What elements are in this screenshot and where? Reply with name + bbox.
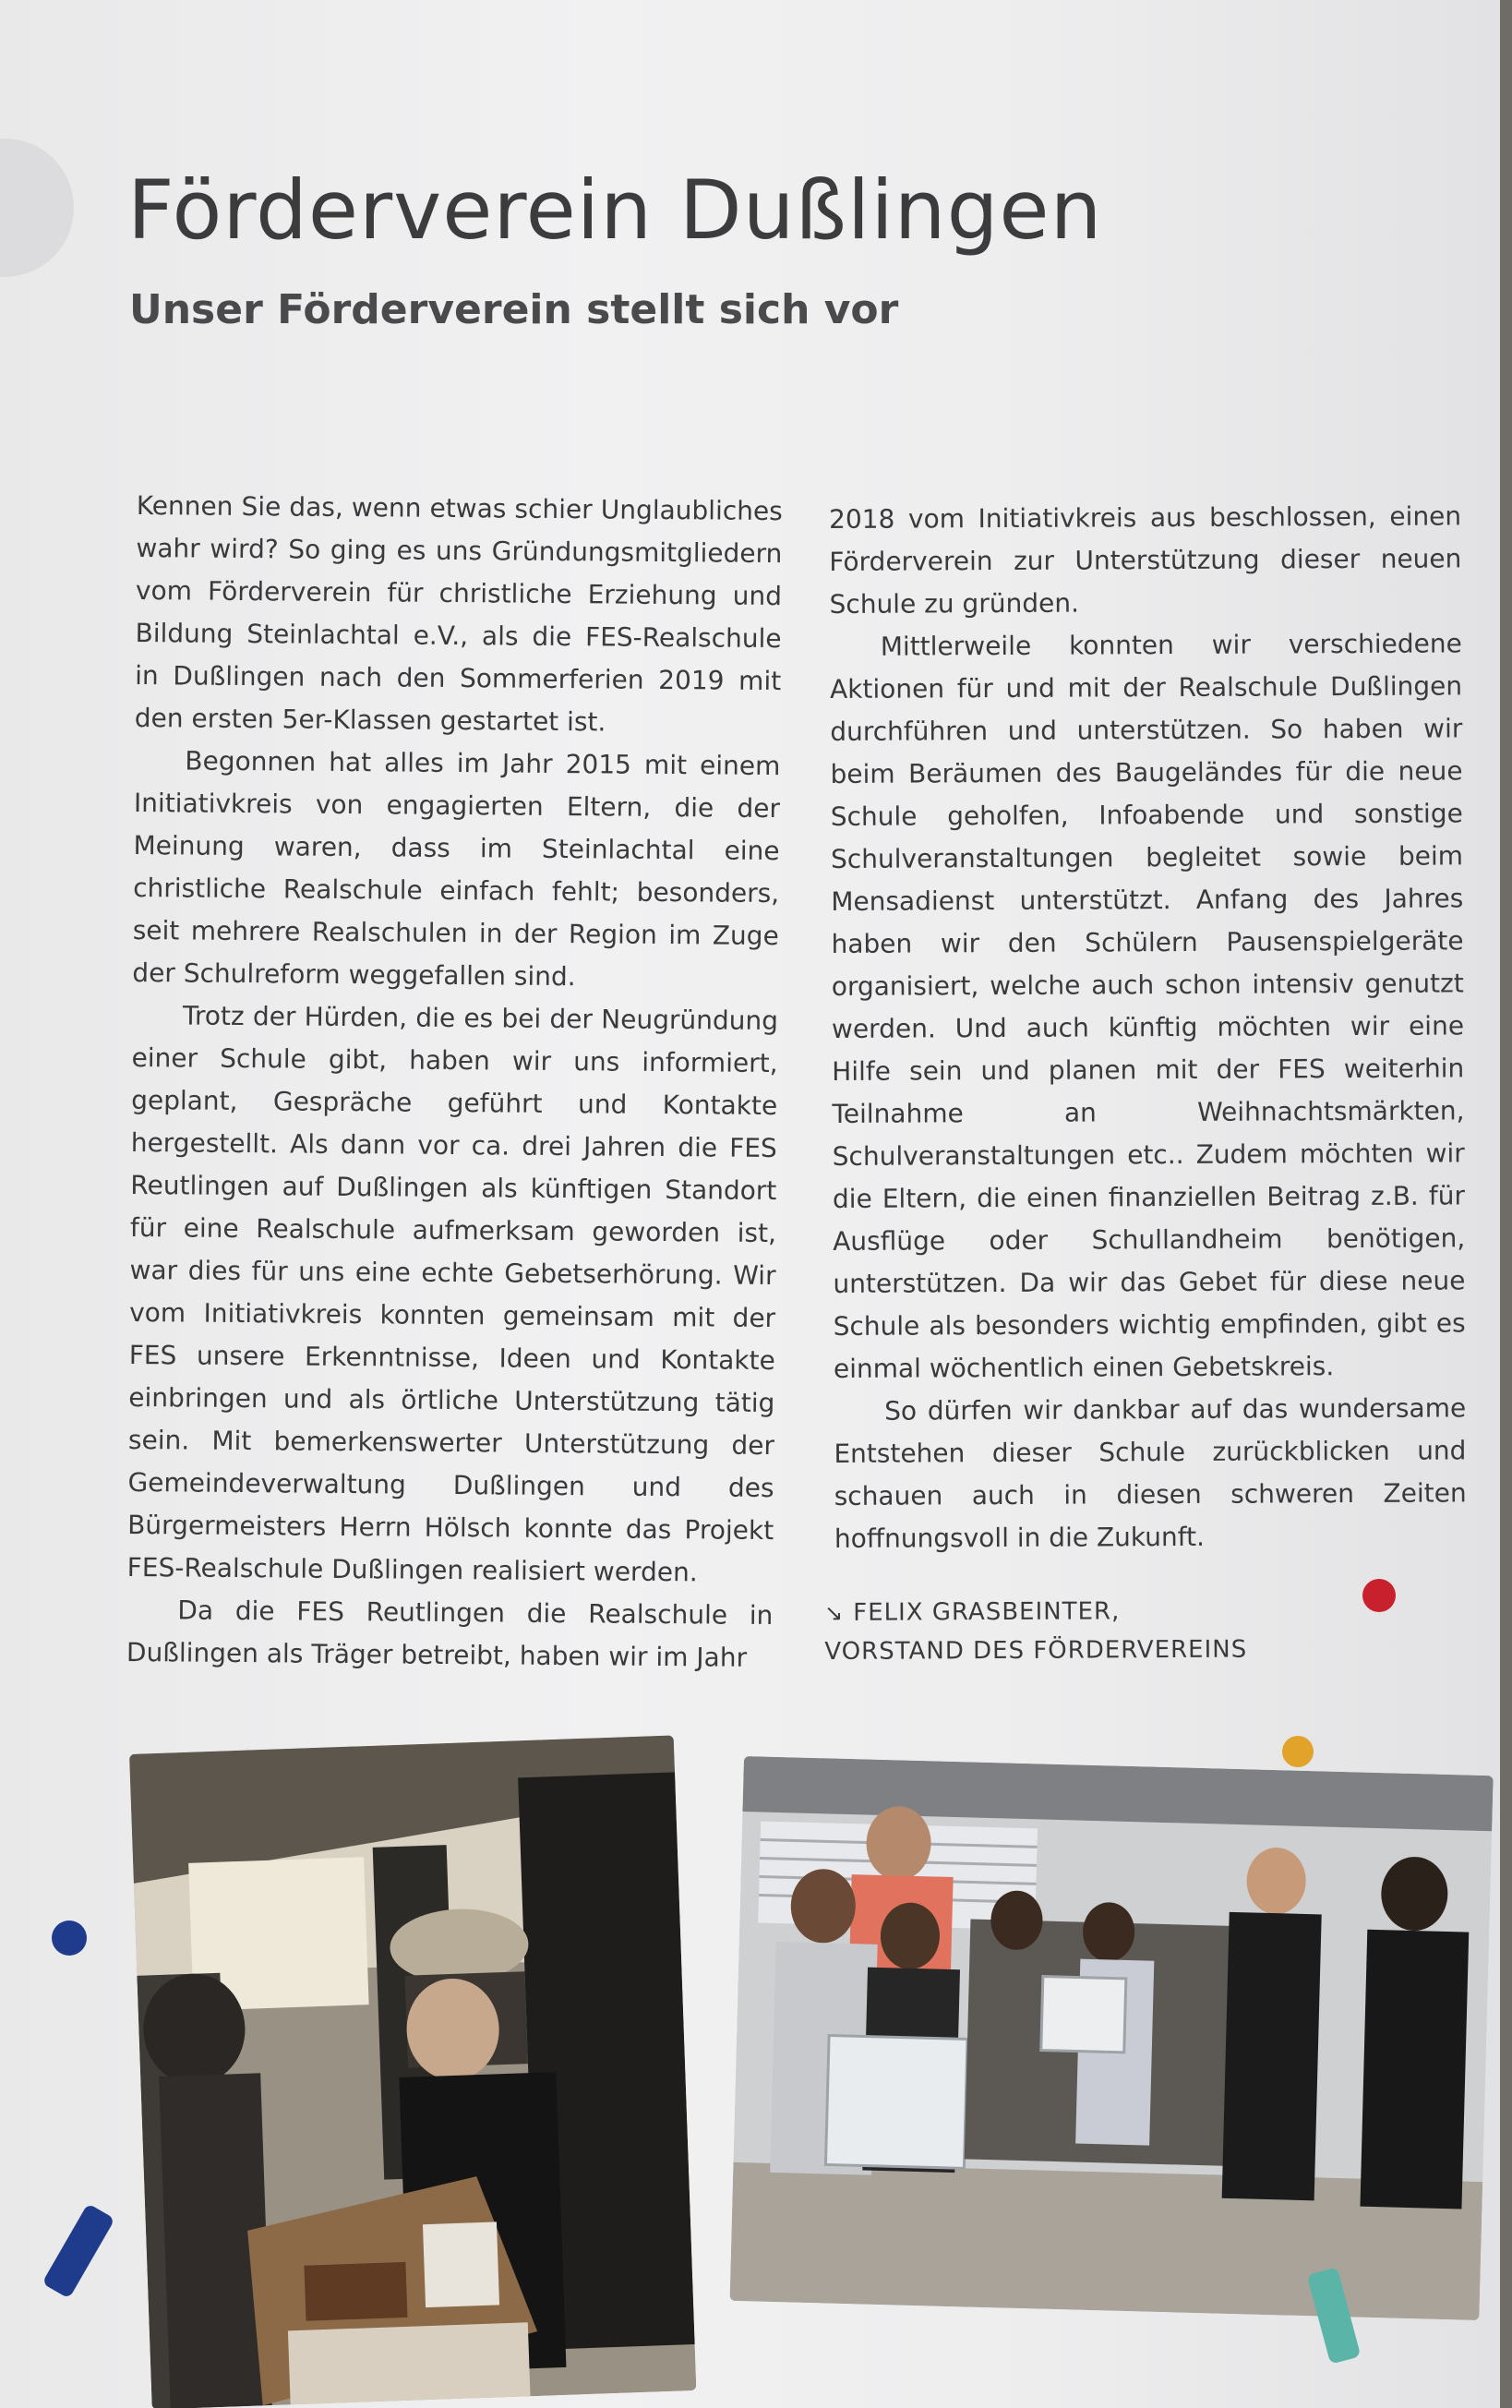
author-name: FELIX GRASBEINTER, bbox=[853, 1597, 1121, 1627]
paragraph: Da die FES Reutlingen die Realschule in Dußlingen als Träger betreibt, haben wir im Jahr bbox=[126, 1595, 774, 1673]
text-column-right bbox=[829, 495, 1467, 1560]
decor-blue-dot bbox=[52, 1920, 87, 1956]
paragraph: Trotz der Hürden, die es bei der Neugründung einer Schule gibt, haben wir uns informiert, geplant, Gespräche geführt und Kontakte hergestellt. Als dann vor ca. drei Jahren die FES Reutlingen auf Dußlingen als künftigen Standort für eine Realschule aufmerksam geworden ist, war dies für uns eine echte Gebetserhörung. Wir vom Initiativkreis konnten gemeinsam mit der FES unsere Erkenntnisse, Ideen und Kontakte einbringen und als örtliche Unterstützung tätig sein. Mit bemerkenswerter Unterstützung der Gemeindeverwaltung Dußlingen und des Bürgermeisters Herrn Hölsch konnte das Projekt FES-Realschule Dußlingen realisiert werden. bbox=[126, 1000, 779, 1588]
paragraph: 2018 vom Initiativkreis aus beschlossen, einen Förderverein zur Unterstützung dieser neuen Schule zu gründen. bbox=[829, 500, 1462, 620]
photo-buffet-stand bbox=[129, 1735, 696, 2408]
paragraph: Mittlerweile konnten wir verschiedene Aktionen für und mit der Realschule Dußlingen durchführen und unterstützen. So haben wir beim Beräumen des Baugeländes für die neue Schule geholfen, Infoabende und sonstige Schulveranstaltungen begleitet sowie beim Mensadienst unterstützt. Anfang des Jahres haben wir den Schülern Pausenspielgeräte organisiert, welche auch schon intensiv genutzt werden. Und auch künftig möchten wir eine Hilfe sein und planen mit der FES weiterhin Teilnahme an Weihnachtsmärkten, Schulveranstaltungen etc.. Zudem möchten wir die Eltern, die einen finanziellen Beitrag z.B. für Ausflüge oder Schullandheim benötigen, unterstützen. Da wir das Gebet für diese neue Schule als besonders wichtig empfinden, gibt es einmal wöchentlich einen Gebetskreis. bbox=[829, 628, 1466, 1384]
article-subtitle: Unser Förderverein stellt sich vor bbox=[129, 286, 899, 333]
article-title: Förderverein Dußlingen bbox=[127, 163, 1103, 258]
paragraph: Begonnen hat alles im Jahr 2015 mit einem Initiativkreis von engagierten Eltern, die der Meinung waren, dass im Steinlachtal eine christliche Realschule einfach fehlt; besonders, seit mehrere Realschulen in der Region im Zuge der Schulreform weggefallen sind. bbox=[132, 745, 781, 993]
arrow-icon: ↘ bbox=[824, 1599, 845, 1626]
paragraph: So dürfen wir dankbar auf das wundersame Entstehen dieser Schule zurückblicken und schauen auch in diesen schweren Zeiten hoffnungsvoll in die Zukunft. bbox=[834, 1392, 1467, 1554]
author-role: VORSTAND DES FÖRDERVEREINS bbox=[824, 1635, 1248, 1666]
photo-school-group bbox=[730, 1756, 1494, 2320]
decor-yellow-dot bbox=[1282, 1736, 1314, 1767]
author-signature bbox=[824, 1591, 1397, 1671]
decor-red-dot bbox=[1362, 1579, 1396, 1612]
bleed-through-circle bbox=[0, 138, 74, 277]
text-column-left bbox=[126, 485, 783, 1680]
decor-blue-bar bbox=[42, 2203, 114, 2299]
paragraph: Kennen Sie das, wenn etwas schier Unglaubliches wahr wird? So ging es uns Gründungsmitgliedern vom Förderverein für christliche Erziehung und Bildung Steinlachtal e.V., als die FES-Realschule in Dußlingen nach den Sommerferien 2019 mit den ersten 5er-Klassen gestartet ist. bbox=[134, 489, 783, 738]
